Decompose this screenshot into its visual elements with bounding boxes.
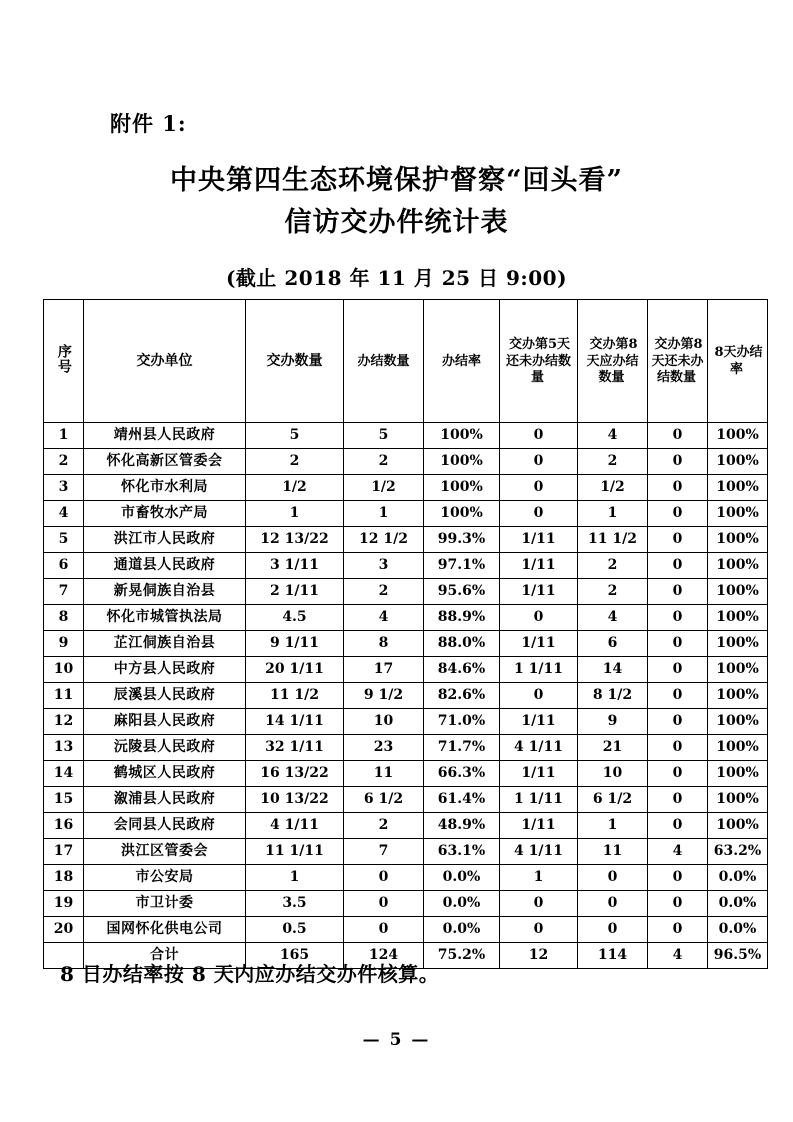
cell-rate8: 100% bbox=[708, 605, 768, 631]
cell-rate8: 100% bbox=[708, 813, 768, 839]
cell-day8-unfinished: 0 bbox=[648, 631, 708, 657]
cell-done: 2 bbox=[344, 579, 424, 605]
cell-seq: 4 bbox=[44, 501, 84, 527]
table-row bbox=[44, 709, 768, 735]
cell-rate8: 0.0% bbox=[708, 891, 768, 917]
cell-rate8: 100% bbox=[708, 579, 768, 605]
cell-unit: 鹤城区人民政府 bbox=[84, 761, 246, 787]
table-row bbox=[44, 579, 768, 605]
cell-day8-unfinished: 0 bbox=[648, 917, 708, 943]
cell-seq: 19 bbox=[44, 891, 84, 917]
cell-rate8: 100% bbox=[708, 501, 768, 527]
table-row bbox=[44, 475, 768, 501]
cell-rate8: 100% bbox=[708, 787, 768, 813]
cell-assigned: 1 bbox=[246, 865, 344, 891]
cell-assigned: 3.5 bbox=[246, 891, 344, 917]
cell-day5-unfinished: 1/11 bbox=[500, 761, 578, 787]
cell-rate8: 100% bbox=[708, 735, 768, 761]
table-row bbox=[44, 631, 768, 657]
cell-day8-due: 4 bbox=[578, 605, 648, 631]
column-header-seq-text: 序号 bbox=[55, 343, 72, 374]
cell-unit: 市卫计委 bbox=[84, 891, 246, 917]
cell-unit: 怀化市城管执法局 bbox=[84, 605, 246, 631]
cell-unit: 怀化高新区管委会 bbox=[84, 449, 246, 475]
cell-assigned: 12 13/22 bbox=[246, 527, 344, 553]
cell-day8-due: 2 bbox=[578, 579, 648, 605]
statistics-table bbox=[43, 299, 768, 969]
cell-day8-unfinished: 0 bbox=[648, 553, 708, 579]
cell-day8-unfinished: 0 bbox=[648, 813, 708, 839]
cell-day5-unfinished: 1 1/11 bbox=[500, 657, 578, 683]
cell-rate8: 100% bbox=[708, 709, 768, 735]
cell-assigned: 4 1/11 bbox=[246, 813, 344, 839]
cell-day5-unfinished: 0 bbox=[500, 423, 578, 449]
cell-done: 23 bbox=[344, 735, 424, 761]
cell-day8-due: 11 1/2 bbox=[578, 527, 648, 553]
cell-unit: 市公安局 bbox=[84, 865, 246, 891]
cell-done: 11 bbox=[344, 761, 424, 787]
cell-seq: 11 bbox=[44, 683, 84, 709]
cell-rate: 88.0% bbox=[424, 631, 500, 657]
column-header-day8-due-text: 交办第8天应办结数量 bbox=[586, 336, 639, 386]
cell-rate8: 100% bbox=[708, 553, 768, 579]
cell-unit: 怀化市水利局 bbox=[84, 475, 246, 501]
cell-rate8: 100% bbox=[708, 657, 768, 683]
cell-seq: 10 bbox=[44, 657, 84, 683]
cell-rate: 100% bbox=[424, 423, 500, 449]
column-header-day8-due bbox=[578, 300, 648, 423]
cell-day5-unfinished: 0 bbox=[500, 605, 578, 631]
table-row bbox=[44, 917, 768, 943]
cell-day8-due: 0 bbox=[578, 865, 648, 891]
cell-seq: 1 bbox=[44, 423, 84, 449]
cell-assigned: 10 13/22 bbox=[246, 787, 344, 813]
column-header-seq bbox=[44, 300, 84, 423]
cell-day8-unfinished: 0 bbox=[648, 501, 708, 527]
page-title bbox=[0, 160, 793, 244]
cell-assigned: 16 13/22 bbox=[246, 761, 344, 787]
cell-assigned: 9 1/11 bbox=[246, 631, 344, 657]
cell-day5-unfinished: 1 bbox=[500, 865, 578, 891]
cell-done: 7 bbox=[344, 839, 424, 865]
total-rate8: 96.5% bbox=[708, 943, 768, 969]
cell-day8-due: 6 bbox=[578, 631, 648, 657]
cell-assigned: 2 bbox=[246, 449, 344, 475]
cell-day8-unfinished: 0 bbox=[648, 709, 708, 735]
cell-unit: 市畜牧水产局 bbox=[84, 501, 246, 527]
cell-seq: 8 bbox=[44, 605, 84, 631]
cell-seq: 18 bbox=[44, 865, 84, 891]
cell-rate: 63.1% bbox=[424, 839, 500, 865]
cell-assigned: 1/2 bbox=[246, 475, 344, 501]
cell-day8-due: 1 bbox=[578, 501, 648, 527]
cell-day8-unfinished: 0 bbox=[648, 475, 708, 501]
cell-day8-due: 6 1/2 bbox=[578, 787, 648, 813]
cell-rate: 84.6% bbox=[424, 657, 500, 683]
cell-assigned: 5 bbox=[246, 423, 344, 449]
cell-rate: 0.0% bbox=[424, 891, 500, 917]
cell-rate8: 100% bbox=[708, 449, 768, 475]
cell-unit: 洪江市人民政府 bbox=[84, 527, 246, 553]
cell-done: 1 bbox=[344, 501, 424, 527]
cell-assigned: 0.5 bbox=[246, 917, 344, 943]
cell-done: 0 bbox=[344, 917, 424, 943]
cell-rate: 100% bbox=[424, 449, 500, 475]
cell-day5-unfinished: 1/11 bbox=[500, 579, 578, 605]
cell-done: 17 bbox=[344, 657, 424, 683]
total-day8-due: 114 bbox=[578, 943, 648, 969]
table-row bbox=[44, 813, 768, 839]
cell-day8-due: 11 bbox=[578, 839, 648, 865]
column-header-day8-unfinished bbox=[648, 300, 708, 423]
cell-rate: 99.3% bbox=[424, 527, 500, 553]
cell-done: 4 bbox=[344, 605, 424, 631]
cell-day5-unfinished: 1/11 bbox=[500, 553, 578, 579]
column-header-done-text: 办结数量 bbox=[357, 353, 410, 369]
cell-rate8: 100% bbox=[708, 683, 768, 709]
cell-done: 2 bbox=[344, 813, 424, 839]
total-assigned: 165 bbox=[246, 943, 344, 969]
cell-unit: 沅陵县人民政府 bbox=[84, 735, 246, 761]
cell-day8-unfinished: 0 bbox=[648, 865, 708, 891]
cell-seq: 5 bbox=[44, 527, 84, 553]
cell-rate: 82.6% bbox=[424, 683, 500, 709]
cell-done: 12 1/2 bbox=[344, 527, 424, 553]
cell-done: 3 bbox=[344, 553, 424, 579]
cell-seq: 7 bbox=[44, 579, 84, 605]
cell-seq: 15 bbox=[44, 787, 84, 813]
cell-assigned: 20 1/11 bbox=[246, 657, 344, 683]
cell-rate: 100% bbox=[424, 501, 500, 527]
column-header-unit bbox=[84, 300, 246, 423]
table-row bbox=[44, 527, 768, 553]
title-line-2: 信访交办件统计表 bbox=[284, 207, 509, 238]
cell-seq: 12 bbox=[44, 709, 84, 735]
cell-unit: 辰溪县人民政府 bbox=[84, 683, 246, 709]
table-row bbox=[44, 735, 768, 761]
cell-rate: 100% bbox=[424, 475, 500, 501]
column-header-rate8-text: 8天办结率 bbox=[714, 345, 763, 377]
cell-rate8: 100% bbox=[708, 631, 768, 657]
column-header-assigned-text: 交办数量 bbox=[266, 352, 323, 369]
table-row bbox=[44, 605, 768, 631]
table-row bbox=[44, 865, 768, 891]
cell-seq: 9 bbox=[44, 631, 84, 657]
total-day5-unfinished: 12 bbox=[500, 943, 578, 969]
cell-day5-unfinished: 0 bbox=[500, 683, 578, 709]
title-line-1: 中央第四生态环境保护督察“回头看” bbox=[169, 165, 624, 196]
table-row bbox=[44, 839, 768, 865]
cell-seq: 20 bbox=[44, 917, 84, 943]
cell-day8-unfinished: 0 bbox=[648, 683, 708, 709]
cell-day8-unfinished: 0 bbox=[648, 787, 708, 813]
table-row bbox=[44, 891, 768, 917]
cell-day5-unfinished: 0 bbox=[500, 501, 578, 527]
cell-rate8: 100% bbox=[708, 423, 768, 449]
cell-rate: 61.4% bbox=[424, 787, 500, 813]
column-header-day5-unfinished bbox=[500, 300, 578, 423]
cell-rate8: 100% bbox=[708, 761, 768, 787]
table-row bbox=[44, 683, 768, 709]
cell-day8-unfinished: 0 bbox=[648, 657, 708, 683]
cell-rate8: 0.0% bbox=[708, 917, 768, 943]
table-header bbox=[44, 300, 768, 423]
cell-day5-unfinished: 0 bbox=[500, 891, 578, 917]
column-header-day5-unfinished-text: 交办第5天还未办结数量 bbox=[505, 336, 571, 386]
footnote: 8 日办结率按 8 天内应办结交办件核算。 bbox=[60, 962, 440, 986]
cell-assigned: 4.5 bbox=[246, 605, 344, 631]
cell-unit: 会同县人民政府 bbox=[84, 813, 246, 839]
cell-day8-due: 1 bbox=[578, 813, 648, 839]
cell-done: 2 bbox=[344, 449, 424, 475]
cell-rate8: 63.2% bbox=[708, 839, 768, 865]
cell-assigned: 2 1/11 bbox=[246, 579, 344, 605]
total-done: 124 bbox=[344, 943, 424, 969]
column-header-assigned bbox=[246, 300, 344, 423]
table-row bbox=[44, 553, 768, 579]
cell-assigned: 14 1/11 bbox=[246, 709, 344, 735]
document-subtitle: (截止 2018 年 11 月 25 日 9:00) bbox=[225, 266, 568, 290]
cell-done: 8 bbox=[344, 631, 424, 657]
column-header-done bbox=[344, 300, 424, 423]
cell-assigned: 11 1/11 bbox=[246, 839, 344, 865]
cell-rate8: 0.0% bbox=[708, 865, 768, 891]
cell-day8-unfinished: 0 bbox=[648, 579, 708, 605]
cell-rate: 0.0% bbox=[424, 917, 500, 943]
cell-rate8: 100% bbox=[708, 527, 768, 553]
cell-day8-due: 8 1/2 bbox=[578, 683, 648, 709]
cell-unit: 通道县人民政府 bbox=[84, 553, 246, 579]
cell-day8-unfinished: 0 bbox=[648, 423, 708, 449]
cell-day8-due: 9 bbox=[578, 709, 648, 735]
cell-day8-due: 10 bbox=[578, 761, 648, 787]
cell-done: 0 bbox=[344, 891, 424, 917]
cell-unit: 靖州县人民政府 bbox=[84, 423, 246, 449]
cell-rate: 71.7% bbox=[424, 735, 500, 761]
table-row bbox=[44, 501, 768, 527]
cell-day5-unfinished: 0 bbox=[500, 449, 578, 475]
cell-day8-unfinished: 0 bbox=[648, 761, 708, 787]
cell-unit: 芷江侗族自治县 bbox=[84, 631, 246, 657]
cell-day8-due: 14 bbox=[578, 657, 648, 683]
cell-unit: 新晃侗族自治县 bbox=[84, 579, 246, 605]
cell-day5-unfinished: 1/11 bbox=[500, 527, 578, 553]
cell-unit: 中方县人民政府 bbox=[84, 657, 246, 683]
cell-day8-unfinished: 0 bbox=[648, 527, 708, 553]
cell-day8-unfinished: 4 bbox=[648, 839, 708, 865]
cell-unit: 洪江区管委会 bbox=[84, 839, 246, 865]
cell-rate: 71.0% bbox=[424, 709, 500, 735]
cell-day8-due: 2 bbox=[578, 553, 648, 579]
column-header-unit-text: 交办单位 bbox=[136, 352, 193, 369]
cell-unit: 麻阳县人民政府 bbox=[84, 709, 246, 735]
cell-unit: 国网怀化供电公司 bbox=[84, 917, 246, 943]
cell-day5-unfinished: 4 1/11 bbox=[500, 735, 578, 761]
cell-assigned: 32 1/11 bbox=[246, 735, 344, 761]
total-day8-unfinished: 4 bbox=[648, 943, 708, 969]
cell-day5-unfinished: 0 bbox=[500, 917, 578, 943]
cell-assigned: 11 1/2 bbox=[246, 683, 344, 709]
column-header-rate8 bbox=[708, 300, 768, 423]
cell-seq: 13 bbox=[44, 735, 84, 761]
cell-seq: 16 bbox=[44, 813, 84, 839]
table-row bbox=[44, 657, 768, 683]
cell-rate: 48.9% bbox=[424, 813, 500, 839]
cell-day5-unfinished: 4 1/11 bbox=[500, 839, 578, 865]
table-row bbox=[44, 787, 768, 813]
cell-done: 10 bbox=[344, 709, 424, 735]
cell-day5-unfinished: 0 bbox=[500, 475, 578, 501]
table-body bbox=[44, 423, 768, 969]
cell-done: 6 1/2 bbox=[344, 787, 424, 813]
cell-seq: 2 bbox=[44, 449, 84, 475]
cell-assigned: 3 1/11 bbox=[246, 553, 344, 579]
table-row bbox=[44, 761, 768, 787]
cell-day5-unfinished: 1/11 bbox=[500, 709, 578, 735]
table-header-row bbox=[44, 300, 768, 423]
cell-day8-due: 0 bbox=[578, 917, 648, 943]
cell-unit: 溆浦县人民政府 bbox=[84, 787, 246, 813]
cell-rate: 95.6% bbox=[424, 579, 500, 605]
cell-day8-due: 4 bbox=[578, 423, 648, 449]
cell-day8-due: 0 bbox=[578, 891, 648, 917]
column-header-day8-unfinished-text: 交办第8天还未办结数量 bbox=[651, 336, 704, 386]
cell-done: 9 1/2 bbox=[344, 683, 424, 709]
cell-rate: 66.3% bbox=[424, 761, 500, 787]
cell-done: 1/2 bbox=[344, 475, 424, 501]
cell-day5-unfinished: 1/11 bbox=[500, 631, 578, 657]
cell-rate: 88.9% bbox=[424, 605, 500, 631]
cell-seq: 14 bbox=[44, 761, 84, 787]
column-header-rate bbox=[424, 300, 500, 423]
cell-day8-due: 21 bbox=[578, 735, 648, 761]
cell-seq: 6 bbox=[44, 553, 84, 579]
cell-assigned: 1 bbox=[246, 501, 344, 527]
cell-day5-unfinished: 1 1/11 bbox=[500, 787, 578, 813]
cell-seq: 3 bbox=[44, 475, 84, 501]
cell-seq: 17 bbox=[44, 839, 84, 865]
cell-rate: 0.0% bbox=[424, 865, 500, 891]
cell-day5-unfinished: 1/11 bbox=[500, 813, 578, 839]
table-row bbox=[44, 423, 768, 449]
attachment-label: 附件 1: bbox=[110, 111, 187, 136]
cell-rate: 97.1% bbox=[424, 553, 500, 579]
total-label: 合计 bbox=[84, 943, 246, 969]
column-header-rate-text: 办结率 bbox=[441, 353, 481, 369]
page-number: — 5 — bbox=[362, 1030, 431, 1050]
cell-day8-due: 2 bbox=[578, 449, 648, 475]
cell-done: 0 bbox=[344, 865, 424, 891]
cell-day8-unfinished: 0 bbox=[648, 605, 708, 631]
cell-rate8: 100% bbox=[708, 475, 768, 501]
cell-day8-unfinished: 0 bbox=[648, 449, 708, 475]
cell-done: 5 bbox=[344, 423, 424, 449]
cell-day8-due: 1/2 bbox=[578, 475, 648, 501]
statistics-table-container bbox=[43, 299, 763, 969]
total-rate: 75.2% bbox=[424, 943, 500, 969]
cell-day8-unfinished: 0 bbox=[648, 891, 708, 917]
cell-day8-unfinished: 0 bbox=[648, 735, 708, 761]
table-row bbox=[44, 449, 768, 475]
